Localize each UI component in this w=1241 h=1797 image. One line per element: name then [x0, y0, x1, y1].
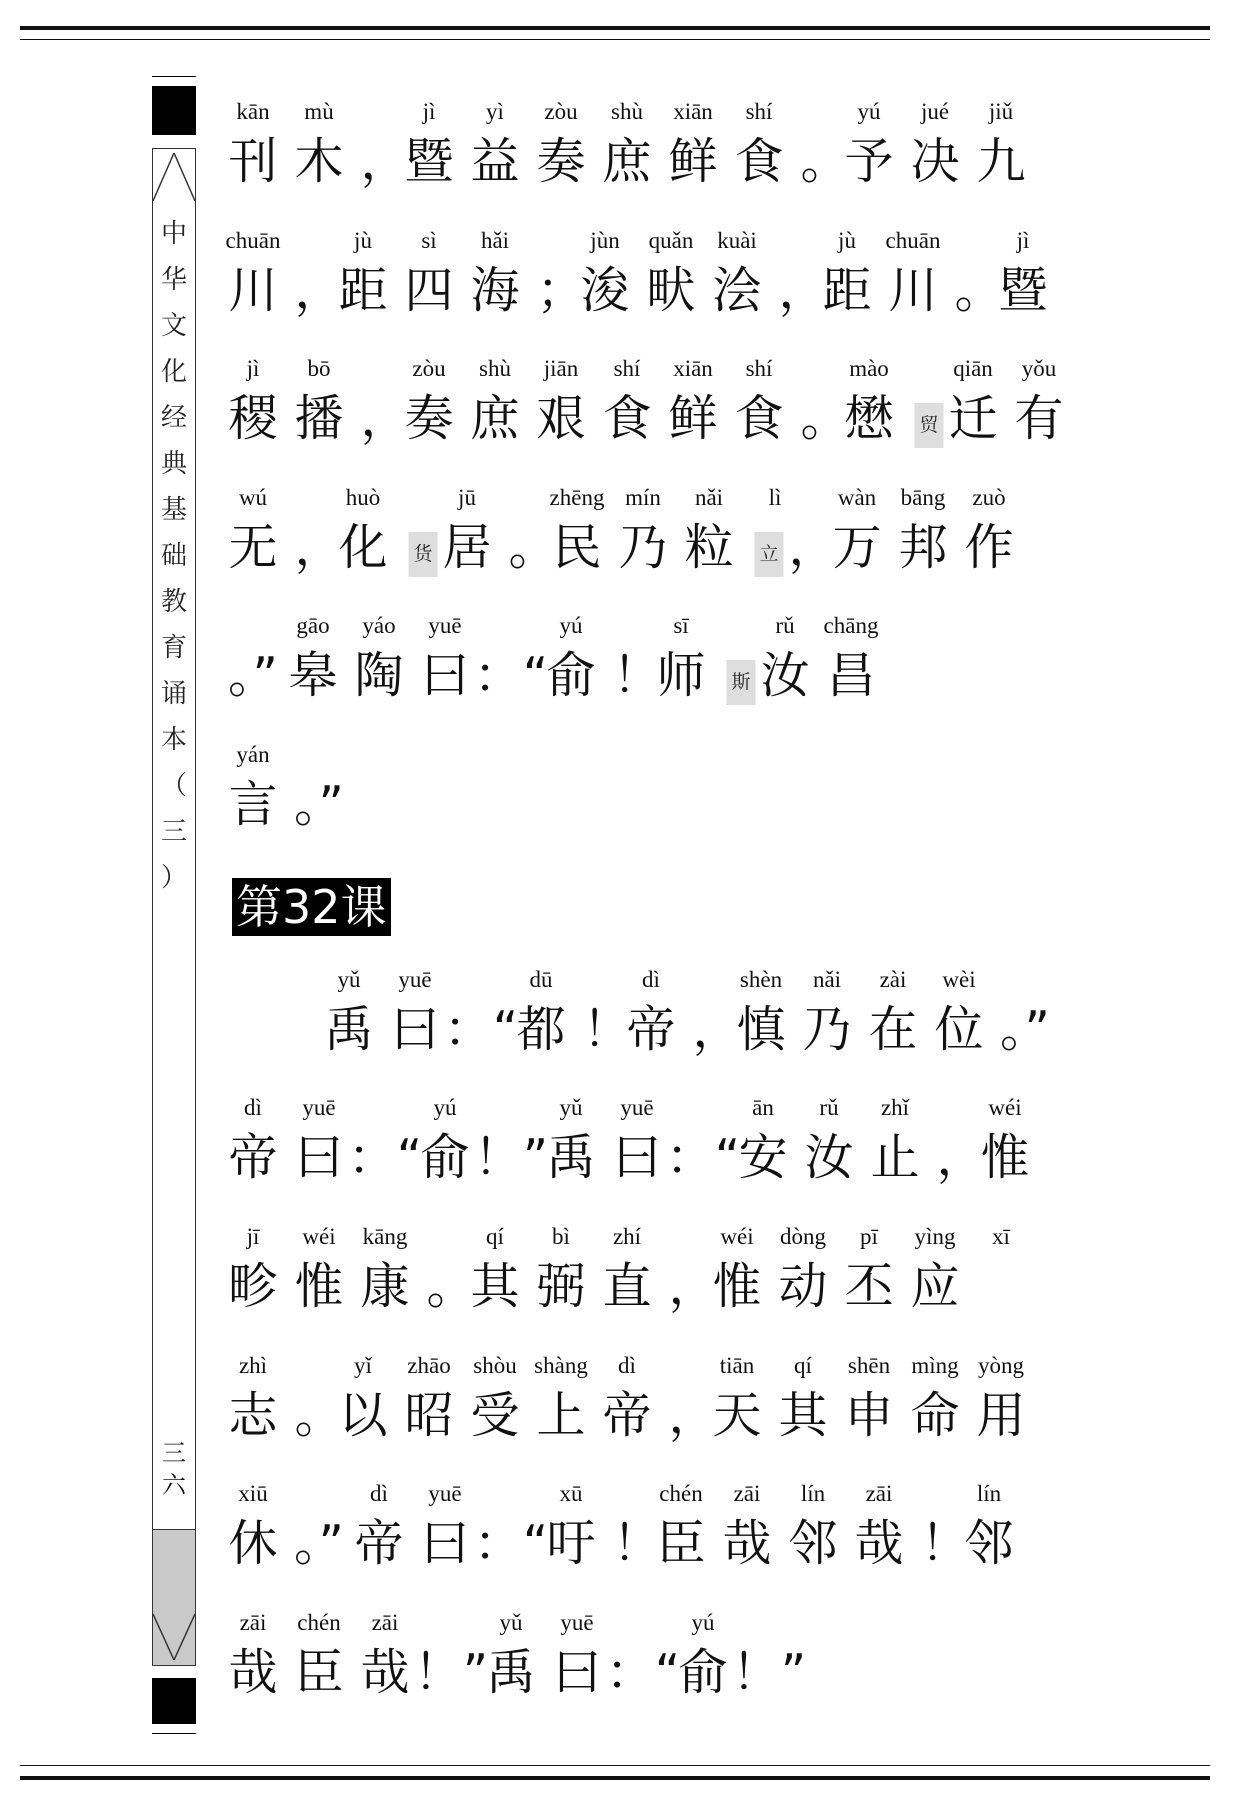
pinyin: rǔ	[819, 1095, 839, 1120]
hanzi: 都	[516, 1001, 566, 1058]
punctuation: ：“	[347, 1129, 423, 1186]
hanzi: 用	[976, 1387, 1026, 1444]
pinyin: yú	[691, 1610, 715, 1635]
pinyin: yán	[236, 742, 270, 767]
punctuation: ，	[668, 1387, 718, 1444]
hanzi: 慎	[736, 1001, 786, 1058]
pinyin: jùn	[590, 228, 620, 253]
annotation-char: 贸	[915, 403, 944, 448]
hanzi: 粒	[684, 519, 734, 576]
hanzi: 直	[602, 1258, 652, 1315]
hanzi: 弼	[536, 1258, 586, 1315]
hanzi: 哉	[228, 1644, 278, 1701]
pinyin: xī	[992, 1224, 1010, 1249]
hanzi: 俞	[420, 1129, 470, 1186]
hanzi: 俞	[678, 1644, 728, 1701]
hanzi: 鲜	[668, 133, 718, 190]
pinyin: chuān	[885, 228, 941, 253]
hanzi: 昌	[826, 647, 876, 704]
hanzi: 食	[734, 133, 784, 190]
pinyin: yú	[433, 1095, 457, 1120]
pinyin: yuē	[560, 1610, 594, 1635]
pinyin: jì	[246, 356, 260, 381]
title-char: 化	[160, 357, 187, 387]
lesson-heading: 第32课	[232, 878, 391, 936]
pinyin: bāng	[900, 485, 946, 510]
pinyin: mín	[625, 485, 661, 510]
hanzi: 师	[656, 647, 706, 704]
hanzi: 哉	[854, 1515, 904, 1572]
pinyin: tiān	[719, 1353, 755, 1378]
hanzi: 应	[910, 1258, 960, 1315]
punctuation: ！”	[473, 1129, 549, 1186]
hanzi: 命	[910, 1387, 960, 1444]
title-char: 育	[160, 633, 187, 663]
hanzi: 皋	[288, 647, 338, 704]
hanzi: 化	[338, 519, 388, 576]
pinyin: yú	[857, 99, 881, 124]
hanzi: 俞	[546, 647, 596, 704]
hanzi: 曰	[294, 1129, 344, 1186]
hanzi: 汝	[804, 1129, 854, 1186]
hanzi: 惟	[294, 1258, 344, 1315]
hanzi: 哉	[722, 1515, 772, 1572]
title-char: 典	[160, 449, 187, 479]
hanzi: 鲜	[668, 390, 718, 447]
hanzi: 四	[404, 262, 454, 319]
hanzi: 乃	[618, 519, 668, 576]
hanzi: 艰	[536, 390, 586, 447]
hanzi: 浚	[580, 262, 630, 319]
pinyin: shí	[745, 99, 773, 124]
hanzi: 曰	[612, 1129, 662, 1186]
hanzi: 浍	[712, 262, 762, 319]
title-char: ）	[160, 863, 187, 893]
hanzi: 奏	[404, 390, 454, 447]
punctuation: 。”	[294, 1515, 344, 1572]
bottom-rule-thick	[20, 1776, 1210, 1780]
pinyin: dì	[244, 1095, 262, 1120]
hanzi: 川	[228, 262, 278, 319]
annotation-char: 立	[755, 532, 784, 577]
pinyin: yì	[486, 99, 504, 124]
hanzi: 畛	[228, 1258, 278, 1315]
hanzi: 暨	[998, 262, 1048, 319]
title-char: 教	[160, 587, 187, 617]
hanzi: 臣	[656, 1515, 706, 1572]
pinyin: yǔ	[337, 967, 361, 992]
top-rule-thin	[20, 39, 1210, 40]
pinyin: chén	[297, 1610, 341, 1635]
title-char: 经	[160, 403, 187, 433]
punctuation: ！	[582, 1001, 632, 1058]
hanzi: 无	[228, 519, 278, 576]
pinyin: shèn	[739, 967, 783, 992]
pinyin: yìng	[914, 1224, 956, 1249]
hanzi: 曰	[420, 647, 470, 704]
punctuation: 。	[800, 133, 850, 190]
side-grey-panel	[153, 1529, 195, 1665]
pinyin: zāi	[733, 1481, 761, 1506]
punctuation: 。”	[1000, 1001, 1050, 1058]
hanzi: 汝	[760, 647, 810, 704]
punctuation: ，	[788, 519, 838, 576]
hanzi: 迁	[948, 390, 998, 447]
hanzi: 止	[870, 1129, 920, 1186]
hanzi: 庶	[602, 133, 652, 190]
pinyin: jiǔ	[988, 99, 1014, 124]
hanzi: 昭	[404, 1387, 454, 1444]
punctuation: ，	[936, 1129, 986, 1186]
pinyin: dì	[370, 1481, 388, 1506]
page-number-char: 三	[162, 1439, 186, 1467]
pinyin: hǎi	[480, 228, 510, 253]
pinyin: shòu	[473, 1353, 517, 1378]
pinyin: shàng	[534, 1353, 588, 1378]
pinyin: yòng	[978, 1353, 1024, 1378]
hanzi: 其	[778, 1387, 828, 1444]
pinyin: nǎi	[812, 967, 842, 992]
hanzi: 作	[964, 519, 1014, 576]
punctuation: ！”	[413, 1644, 489, 1701]
pinyin: mào	[849, 356, 889, 381]
hanzi: 禹	[546, 1129, 596, 1186]
pinyin: yǐ	[354, 1353, 372, 1378]
pinyin: jiān	[543, 356, 579, 381]
pinyin: mù	[304, 99, 334, 124]
pinyin: xū	[559, 1481, 583, 1506]
hanzi: 以	[338, 1387, 388, 1444]
top-rule-thick	[20, 26, 1210, 30]
pinyin: gāo	[296, 613, 330, 638]
hanzi: 民	[552, 519, 602, 576]
pinyin: dū	[529, 967, 553, 992]
hanzi: 吁	[546, 1515, 596, 1572]
punctuation: 。	[426, 1258, 476, 1315]
pinyin: dì	[618, 1353, 636, 1378]
pinyin: zòu	[412, 356, 446, 381]
punctuation: 。”	[294, 776, 344, 833]
chevron-up-icon	[153, 149, 195, 209]
hanzi: 乃	[802, 1001, 852, 1058]
hanzi: 志	[228, 1387, 278, 1444]
hanzi: 帝	[228, 1129, 278, 1186]
hanzi: 帝	[354, 1515, 404, 1572]
hanzi: 木	[294, 133, 344, 190]
pinyin: dòng	[780, 1224, 826, 1249]
hanzi: 奏	[536, 133, 586, 190]
title-char: 诵	[160, 679, 187, 709]
title-char: 文	[160, 311, 187, 341]
punctuation: ！	[612, 1515, 662, 1572]
pinyin: yuē	[302, 1095, 336, 1120]
hanzi: 予	[844, 133, 894, 190]
punctuation: 。	[294, 1387, 344, 1444]
title-char: 础	[160, 541, 187, 571]
punctuation: 。	[954, 262, 1004, 319]
punctuation: ！	[612, 647, 662, 704]
hanzi: 川	[888, 262, 938, 319]
pinyin: mìng	[911, 1353, 959, 1378]
punctuation: 。”	[228, 647, 278, 704]
pinyin: zāi	[239, 1610, 267, 1635]
book-title-vertical	[153, 211, 195, 901]
hanzi: 哉	[360, 1644, 410, 1701]
pinyin: lì	[768, 485, 782, 510]
hanzi: 播	[294, 390, 344, 447]
hanzi: 帝	[602, 1387, 652, 1444]
pinyin: chén	[659, 1481, 703, 1506]
hanzi: 稷	[228, 390, 278, 447]
hanzi: 禹	[486, 1644, 536, 1701]
hanzi: 惟	[712, 1258, 762, 1315]
pinyin: zòu	[544, 99, 578, 124]
pinyin: wàn	[837, 485, 877, 510]
hanzi: 邻	[964, 1515, 1014, 1572]
hanzi: 益	[470, 133, 520, 190]
hanzi: 申	[844, 1387, 894, 1444]
pinyin: kāng	[362, 1224, 408, 1249]
hanzi: 曰	[390, 1001, 440, 1058]
pinyin: wéi	[988, 1095, 1022, 1120]
hanzi: 受	[470, 1387, 520, 1444]
hanzi: 臣	[294, 1644, 344, 1701]
pinyin: yǔ	[559, 1095, 583, 1120]
pinyin: kān	[236, 99, 270, 124]
side-block-top-fill	[152, 86, 196, 135]
pinyin: yuē	[398, 967, 432, 992]
punctuation: ，	[294, 519, 344, 576]
hanzi: 康	[360, 1258, 410, 1315]
pinyin: zài	[879, 967, 907, 992]
pinyin: chuān	[225, 228, 281, 253]
hanzi: 畎	[646, 262, 696, 319]
pinyin: wèi	[942, 967, 976, 992]
pinyin: nǎi	[694, 485, 724, 510]
pinyin: jì	[422, 99, 436, 124]
pinyin: quǎn	[648, 228, 694, 253]
pinyin: qí	[794, 1353, 812, 1378]
hanzi: 在	[868, 1001, 918, 1058]
punctuation: ：“	[473, 1515, 549, 1572]
punctuation: ，	[668, 1258, 718, 1315]
pinyin: pī	[860, 1224, 878, 1249]
pinyin: xiū	[238, 1481, 268, 1506]
hanzi: 决	[910, 133, 960, 190]
pinyin: jù	[838, 228, 856, 253]
hanzi: 休	[228, 1515, 278, 1572]
pinyin: yuē	[428, 613, 462, 638]
hanzi: 位	[934, 1001, 984, 1058]
pinyin: zhǐ	[880, 1095, 910, 1120]
punctuation: ！”	[731, 1644, 807, 1701]
pinyin: qiān	[953, 356, 993, 381]
pinyin: wéi	[302, 1224, 336, 1249]
pinyin: yǒu	[1021, 356, 1057, 381]
side-block-bottom-fill	[152, 1678, 196, 1724]
hanzi: 安	[738, 1129, 788, 1186]
hanzi: 邦	[898, 519, 948, 576]
pinyin: sī	[673, 613, 689, 638]
pinyin: shù	[479, 356, 511, 381]
pinyin: zāi	[865, 1481, 893, 1506]
hanzi: 其	[470, 1258, 520, 1315]
annotation-char: 货	[409, 532, 438, 577]
pinyin: zhì	[238, 1353, 268, 1378]
hanzi: 上	[536, 1387, 586, 1444]
hanzi: 动	[778, 1258, 828, 1315]
pinyin: ān	[752, 1095, 774, 1120]
pinyin: jué	[920, 99, 950, 124]
hanzi: 言	[228, 776, 278, 833]
pinyin: yuē	[428, 1481, 462, 1506]
pinyin: shēn	[847, 1353, 891, 1378]
pinyin: zuò	[972, 485, 1006, 510]
hanzi: 惟	[980, 1129, 1030, 1186]
pinyin: xiān	[673, 99, 713, 124]
title-char: 中	[160, 219, 187, 249]
annotation-char: 斯	[727, 660, 756, 705]
pinyin: wéi	[720, 1224, 754, 1249]
pinyin: zāi	[371, 1610, 399, 1635]
pinyin: qí	[486, 1224, 504, 1249]
punctuation: ：“	[665, 1129, 741, 1186]
punctuation: ，	[360, 390, 410, 447]
punctuation: 。	[508, 519, 558, 576]
hanzi: 食	[602, 390, 652, 447]
punctuation: 。	[800, 390, 850, 447]
hanzi: 陶	[354, 647, 404, 704]
punctuation: ：“	[473, 647, 549, 704]
book-spine-panel	[152, 148, 196, 1666]
hanzi: 曰	[552, 1644, 602, 1701]
bottom-rule-thin	[20, 1765, 1210, 1766]
punctuation: ！	[920, 1515, 970, 1572]
hanzi: 食	[734, 390, 784, 447]
hanzi: 刊	[228, 133, 278, 190]
chevron-down-icon	[153, 1530, 195, 1665]
title-char: 三	[160, 817, 187, 847]
punctuation: ，	[692, 1001, 742, 1058]
hanzi: 距	[338, 262, 388, 319]
pinyin: shù	[611, 99, 643, 124]
pinyin: yǔ	[499, 1610, 523, 1635]
side-block-bottom	[152, 1733, 196, 1734]
pinyin: huò	[345, 485, 381, 510]
hanzi: 九	[976, 133, 1026, 190]
pinyin: yáo	[362, 613, 396, 638]
pinyin: yuē	[620, 1095, 654, 1120]
pinyin: bō	[307, 356, 331, 381]
page-number	[153, 1437, 195, 1501]
title-char: 华	[160, 265, 187, 295]
punctuation: ，	[294, 262, 344, 319]
hanzi: 海	[470, 262, 520, 319]
hanzi: 居	[442, 519, 492, 576]
pinyin: wú	[238, 485, 268, 510]
hanzi: 暨	[404, 133, 454, 190]
pinyin: bì	[552, 1224, 570, 1249]
hanzi: 帝	[626, 1001, 676, 1058]
pinyin: shí	[613, 356, 641, 381]
pinyin: jū	[458, 485, 476, 510]
hanzi: 庶	[470, 390, 520, 447]
pinyin: jì	[1016, 228, 1030, 253]
pinyin: kuài	[717, 228, 757, 253]
pinyin: zhāo	[407, 1353, 451, 1378]
punctuation: ：“	[443, 1001, 519, 1058]
pinyin: dì	[642, 967, 660, 992]
hanzi: 有	[1014, 390, 1064, 447]
pinyin: jī	[246, 1224, 260, 1249]
title-char: （	[160, 771, 187, 801]
pinyin: jù	[354, 228, 372, 253]
punctuation: ，	[360, 133, 410, 190]
title-char: 本	[160, 725, 187, 755]
punctuation: ；	[536, 262, 586, 319]
pinyin: xiān	[673, 356, 713, 381]
hanzi: 天	[712, 1387, 762, 1444]
side-block-top	[152, 76, 196, 77]
hanzi: 丕	[844, 1258, 894, 1315]
hanzi: 懋	[844, 390, 894, 447]
pinyin: chāng	[823, 613, 879, 638]
pinyin: rǔ	[775, 613, 795, 638]
pinyin: zhēng	[549, 485, 605, 510]
pinyin: shí	[745, 356, 773, 381]
hanzi: 禹	[324, 1001, 374, 1058]
hanzi: 距	[822, 262, 872, 319]
punctuation: ：“	[605, 1644, 681, 1701]
pinyin: yú	[559, 613, 583, 638]
pinyin: lín	[976, 1481, 1002, 1506]
hanzi: 曰	[420, 1515, 470, 1572]
hanzi: 万	[832, 519, 882, 576]
punctuation: ，	[778, 262, 828, 319]
title-char: 基	[160, 495, 187, 525]
pinyin: zhí	[612, 1224, 642, 1249]
page-number-char: 六	[162, 1471, 186, 1499]
pinyin: sì	[421, 228, 437, 253]
pinyin: lín	[800, 1481, 826, 1506]
hanzi: 邻	[788, 1515, 838, 1572]
